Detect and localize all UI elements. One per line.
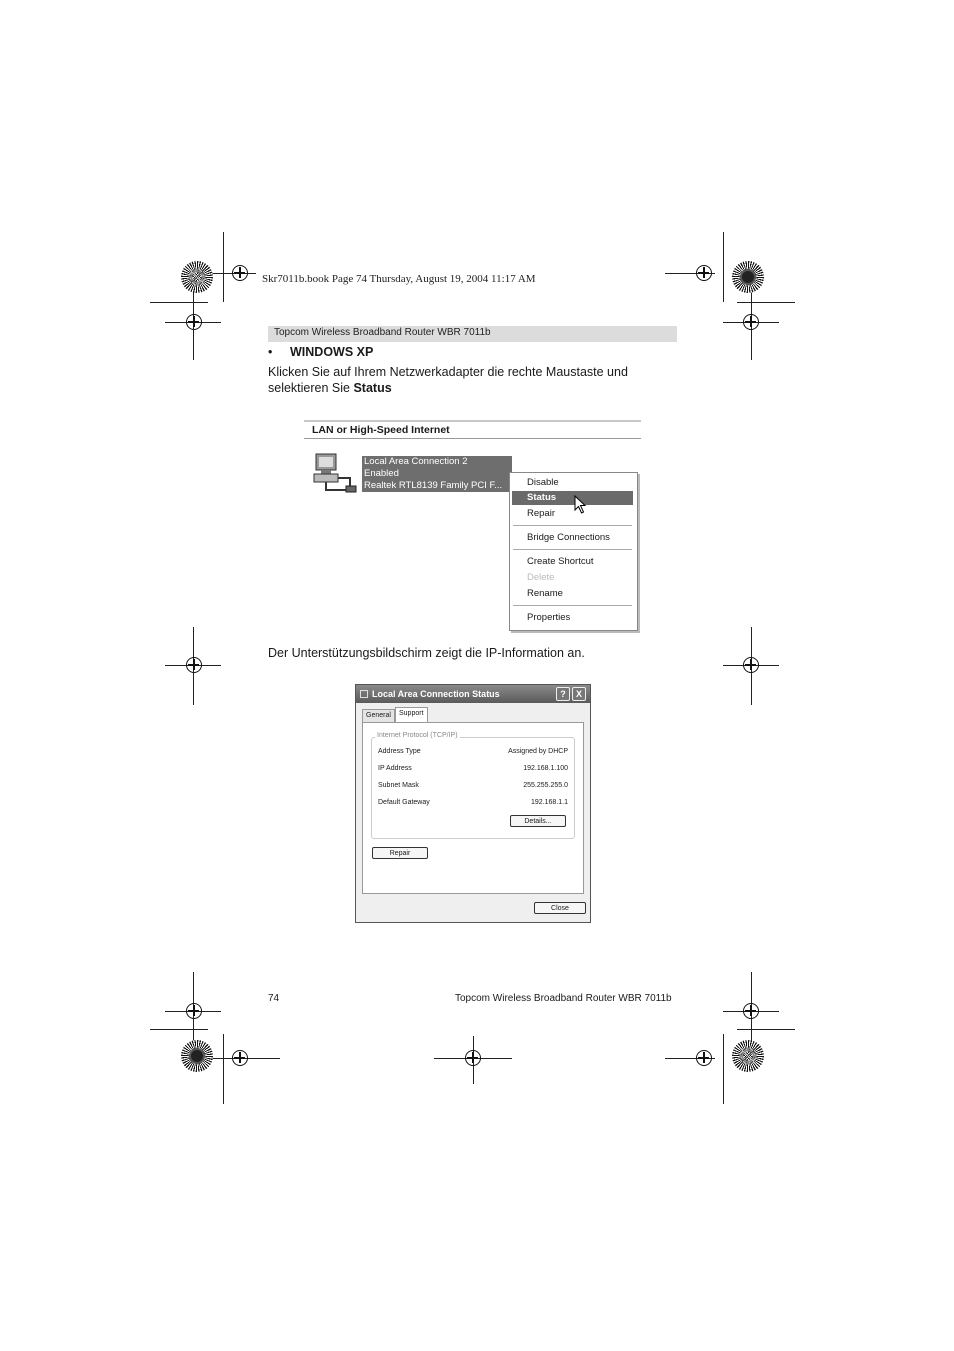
top-rule bbox=[304, 420, 641, 422]
menu-separator bbox=[513, 525, 632, 526]
network-icon bbox=[360, 690, 368, 698]
registration-mark bbox=[696, 265, 712, 281]
section-title: WINDOWS XP bbox=[290, 345, 374, 359]
registration-mark bbox=[743, 657, 759, 673]
help-button[interactable]: ? bbox=[556, 687, 570, 701]
sunburst-mark-top-right bbox=[732, 261, 764, 293]
details-button[interactable]: Details... bbox=[510, 815, 566, 827]
row-value: Assigned by DHCP bbox=[508, 748, 568, 755]
menu-item-rename[interactable]: Rename bbox=[527, 588, 563, 599]
support-panel bbox=[362, 722, 584, 894]
connection-state: Enabled bbox=[364, 468, 399, 479]
instruction-paragraph bbox=[268, 364, 668, 396]
menu-item-bridge-connections[interactable]: Bridge Connections bbox=[527, 532, 610, 543]
running-header-title: Topcom Wireless Broadband Router WBR 7011b bbox=[274, 327, 491, 338]
dialog-titlebar bbox=[356, 685, 590, 703]
registration-mark bbox=[232, 265, 248, 281]
menu-item-properties[interactable]: Properties bbox=[527, 612, 571, 623]
registration-mark bbox=[186, 1003, 202, 1019]
registration-mark bbox=[465, 1050, 481, 1066]
registration-mark bbox=[186, 657, 202, 673]
info-row bbox=[378, 748, 568, 758]
sunburst-mark-bottom-right bbox=[732, 1040, 764, 1072]
heading-rule bbox=[304, 438, 641, 439]
registration-mark bbox=[696, 1050, 712, 1066]
menu-item-delete: Delete bbox=[527, 572, 555, 583]
row-label: Default Gateway bbox=[378, 799, 430, 806]
row-label: IP Address bbox=[378, 765, 412, 772]
tab-support[interactable]: Support bbox=[395, 707, 428, 722]
row-label: Subnet Mask bbox=[378, 782, 419, 789]
group-title: Internet Protocol (TCP/IP) bbox=[377, 732, 458, 739]
print-header: Skr7011b.book Page 74 Thursday, August 19, 2004 11:17 AM bbox=[262, 273, 536, 285]
menu-item-disable[interactable]: Disable bbox=[527, 477, 559, 488]
connection-status-dialog bbox=[355, 684, 591, 923]
bullet: • bbox=[268, 345, 273, 359]
connection-adapter: Realtek RTL8139 Family PCI F... bbox=[364, 480, 503, 491]
mouse-pointer-icon bbox=[574, 495, 588, 515]
dialog-title: Local Area Connection Status bbox=[372, 689, 500, 699]
registration-mark bbox=[743, 1003, 759, 1019]
sunburst-mark-bottom-left bbox=[181, 1040, 213, 1072]
section-heading bbox=[268, 345, 373, 359]
support-paragraph: Der Unterstützungsbildschirm zeigt die IP-Information an. bbox=[268, 646, 585, 660]
tab-general[interactable]: General bbox=[362, 709, 395, 722]
group-heading: LAN or High-Speed Internet bbox=[312, 424, 450, 436]
page-number: 74 bbox=[268, 993, 280, 1004]
repair-button[interactable]: Repair bbox=[372, 847, 428, 859]
row-value: 192.168.1.1 bbox=[531, 799, 568, 806]
running-header-bar bbox=[268, 326, 677, 342]
instruction-bold: Status bbox=[353, 381, 392, 395]
instruction-text: Klicken Sie auf Ihrem Netzwerkadapter die rechte Maustaste und selektieren Sie bbox=[268, 365, 628, 395]
menu-item-status[interactable]: Status bbox=[512, 491, 633, 505]
info-row bbox=[378, 765, 568, 775]
registration-mark bbox=[186, 314, 202, 330]
footer-product: Topcom Wireless Broadband Router WBR 7011b bbox=[455, 993, 672, 1004]
registration-mark bbox=[743, 314, 759, 330]
menu-separator bbox=[513, 605, 632, 606]
menu-item-create-shortcut[interactable]: Create Shortcut bbox=[527, 556, 594, 567]
connection-item-selected[interactable] bbox=[362, 456, 512, 492]
row-value: 255.255.255.0 bbox=[523, 782, 568, 789]
info-row bbox=[378, 782, 568, 792]
close-button[interactable]: Close bbox=[534, 902, 586, 914]
registration-mark bbox=[232, 1050, 248, 1066]
close-icon[interactable]: X bbox=[572, 687, 586, 701]
row-value: 192.168.1.100 bbox=[523, 765, 568, 772]
sunburst-mark-top-left bbox=[181, 261, 213, 293]
row-label: Address Type bbox=[378, 748, 421, 755]
network-connection-icon bbox=[312, 450, 358, 496]
menu-item-repair[interactable]: Repair bbox=[527, 508, 555, 519]
menu-separator bbox=[513, 549, 632, 550]
info-row bbox=[378, 799, 568, 809]
network-connections-screenshot bbox=[304, 418, 641, 638]
connection-name: Local Area Connection 2 bbox=[364, 456, 468, 467]
